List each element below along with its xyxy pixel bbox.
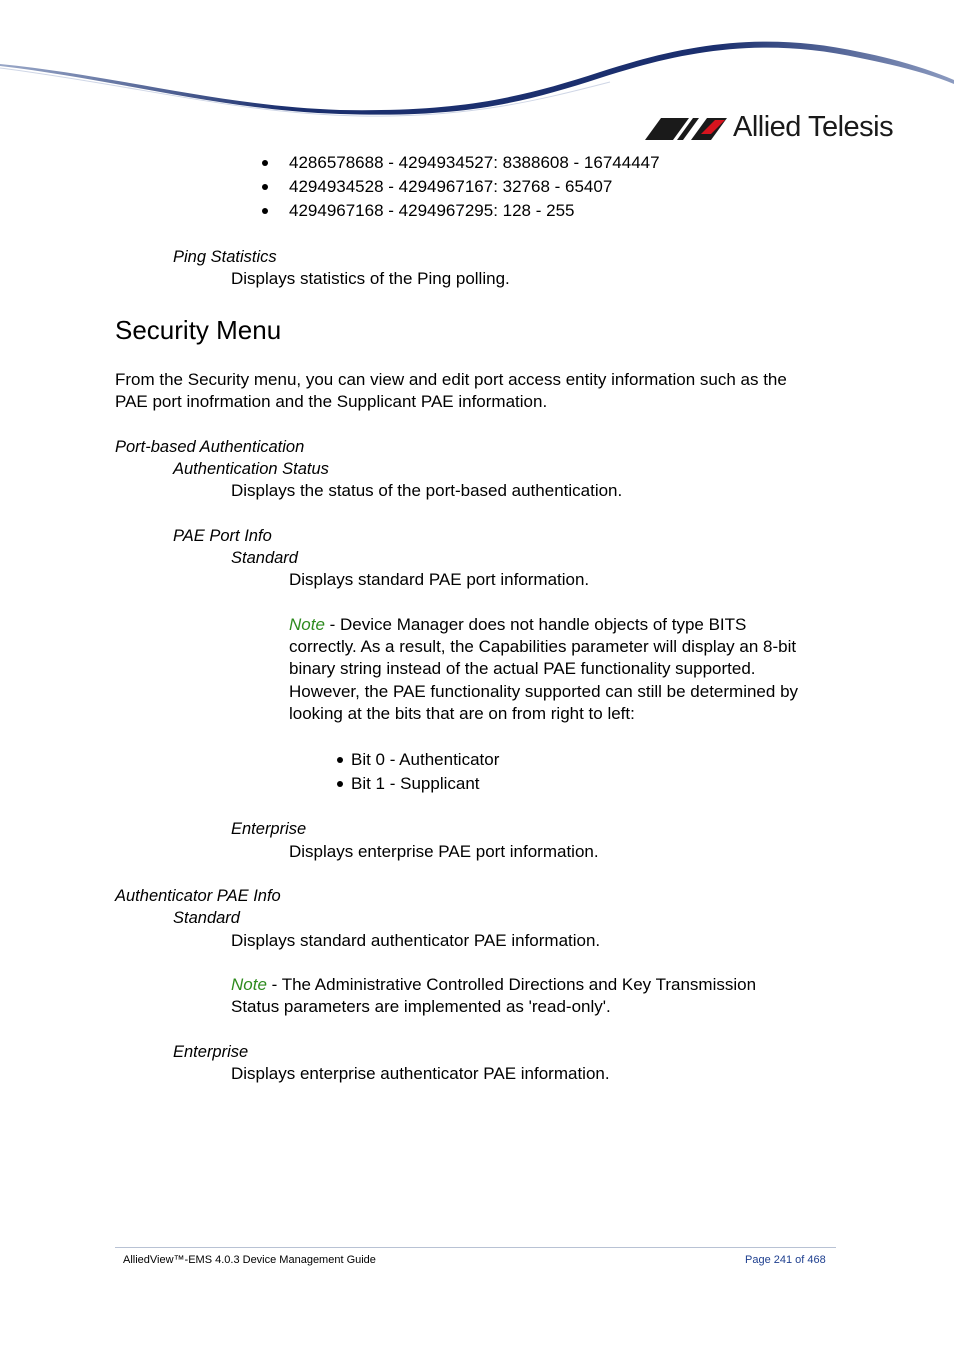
logo-mark-icon (645, 114, 727, 140)
auth-standard-heading: Standard (173, 909, 240, 927)
intro-line: From the Security menu, you can view and edit port access entity information such as the (115, 370, 787, 389)
ping-statistics-desc: Displays statistics of the Ping polling. (231, 269, 510, 288)
port-based-auth-heading: Port-based Authentication (115, 438, 305, 456)
note-label: Note (231, 975, 267, 994)
note-line: looking at the bits that are on from right to left: (289, 704, 635, 723)
bullet-dot-icon (262, 208, 268, 214)
auth-status-heading: Authentication Status (173, 460, 329, 478)
note-line (289, 614, 746, 636)
list-item: Bit 1 - Supplicant (351, 774, 480, 793)
list-item: 4294967168 - 4294967295: 128 - 255 (289, 201, 575, 220)
note-line: correctly. As a result, the Capabilities parameter will display an 8-bit (289, 637, 797, 656)
note-line: However, the PAE functionality supported can still be determined by (289, 682, 799, 701)
pae-port-info-heading: PAE Port Info (173, 527, 272, 545)
pae-enterprise-desc: Displays enterprise PAE port information. (289, 842, 599, 861)
page-title: Security Menu (115, 315, 282, 345)
intro-line: PAE port inofrmation and the Supplicant PAE information. (115, 392, 548, 411)
pae-standard-heading: Standard (231, 549, 298, 567)
note-text: - Device Manager does not handle objects of type BITS (324, 615, 747, 634)
pae-standard-desc: Displays standard PAE port information. (289, 570, 590, 589)
note-line: binary string instead of the actual PAE functionality supported. (289, 659, 756, 678)
auth-enterprise-desc: Displays enterprise authenticator PAE information. (231, 1064, 610, 1083)
bullet-dot-icon (337, 757, 343, 763)
bullet-dot-icon (262, 184, 268, 190)
ping-statistics-heading: Ping Statistics (173, 248, 277, 266)
auth-status-desc: Displays the status of the port-based authentication. (231, 481, 623, 500)
note-text: - The Administrative Controlled Directions and Key Transmission (266, 975, 757, 994)
pae-enterprise-heading: Enterprise (231, 820, 307, 838)
footer-divider (115, 1247, 836, 1248)
auth-enterprise-heading: Enterprise (173, 1043, 249, 1061)
bullet-dot-icon (262, 160, 268, 166)
bullet-dot-icon (337, 781, 343, 787)
note-label: Note (289, 615, 325, 634)
auth-standard-desc: Displays standard authenticator PAE information. (231, 931, 601, 950)
list-item: 4286578688 - 4294934527: 8388608 - 16744447 (289, 153, 660, 172)
note-line (231, 974, 756, 996)
footer-doc-title: AlliedView™-EMS 4.0.3 Device Management Guide (123, 1254, 376, 1266)
logo-text: Allied Telesis (733, 111, 894, 143)
list-item: 4294934528 - 4294967167: 32768 - 65407 (289, 177, 613, 196)
auth-pae-info-heading: Authenticator PAE Info (115, 887, 281, 905)
note-line: Status parameters are implemented as 'read-only'. (231, 997, 611, 1016)
list-item: Bit 0 - Authenticator (351, 750, 500, 769)
footer-page-number: Page 241 of 468 (745, 1254, 826, 1266)
